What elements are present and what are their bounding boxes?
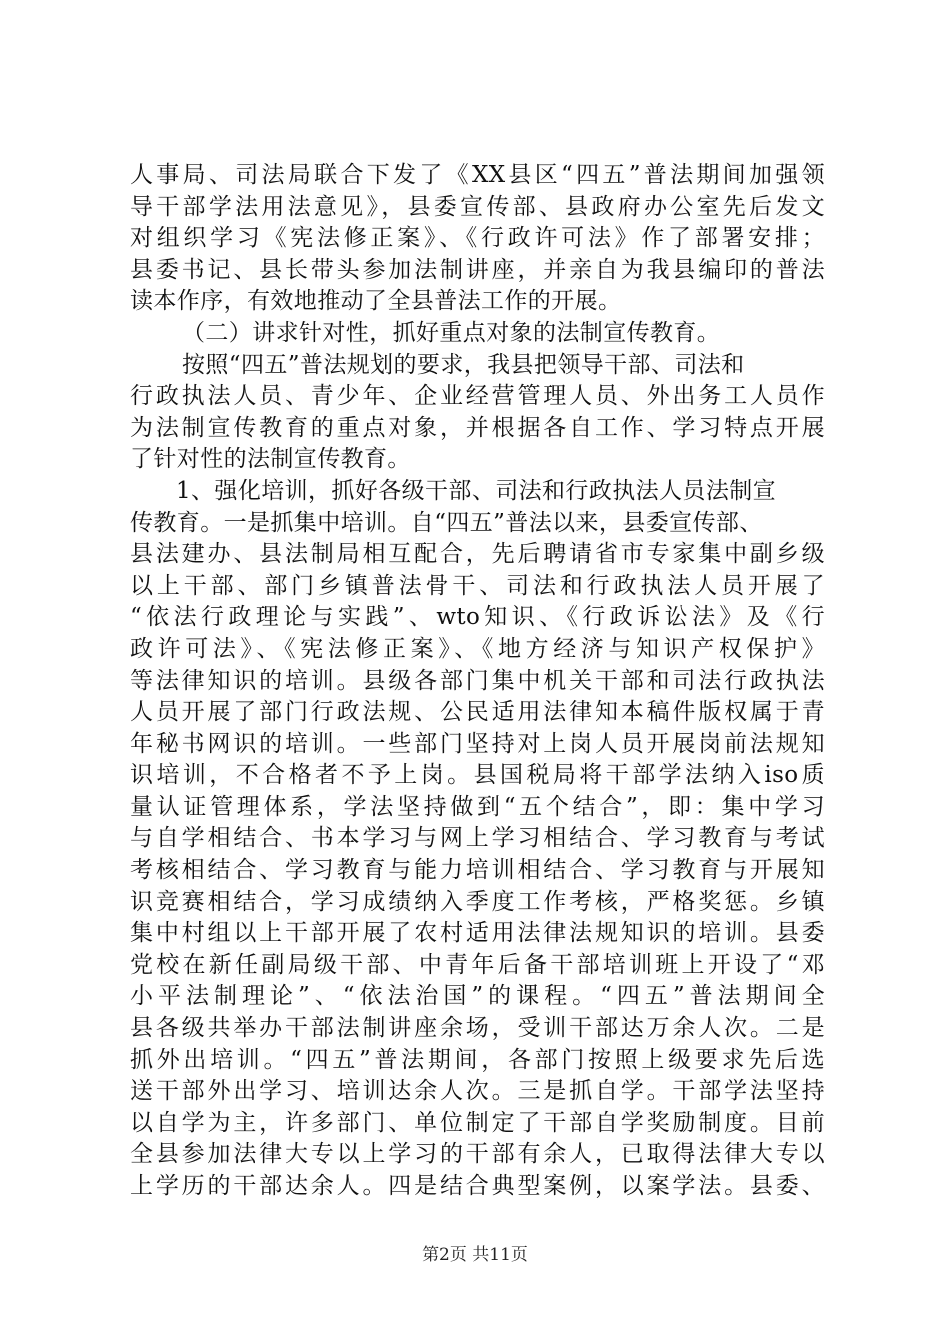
page-number-label: 第2页 共11页 [422,1245,528,1265]
text-line: 人员开展了部门行政法规、公民适用法律知本稿件版权属于青 [130,699,825,726]
text-line: 县各级共举办干部法制讲座余场，受训干部达万余人次。二是 [130,1015,825,1042]
text-line: 送干部外出学习、培训达余人次。三是抓自学。干部学法坚持 [130,1078,825,1105]
text-line: 全县参加法律大专以上学习的干部有余人，已取得法律大专以 [130,1141,825,1168]
text-line: 传教育。一是抓集中培训。自“四五”普法以来，县委宣传部、 [130,509,763,536]
text-line: 党校在新任副局级干部、中青年后备干部培训班上开设了“邓 [130,951,825,978]
text-line: 等法律知识的培训。县级各部门集中机关干部和司法行政执法 [130,667,825,694]
text-line: 抓外出培训。“四五”普法期间，各部门按照上级要求先后选 [130,1046,825,1073]
text-line: 了针对性的法制宣传教育。 [130,446,411,473]
text-line: 与自学相结合、书本学习与网上学习相结合、学习教育与考试 [130,825,825,852]
text-line: 人事局、司法局联合下发了《XX县区“四五”普法期间加强领 [130,162,825,188]
text-line: 按照“四五”普法规划的要求，我县把领导干部、司法和 [182,351,745,378]
text-line: 集中村组以上干部开展了农村适用法律法规知识的培训。县委 [130,920,825,947]
text-line: 年秘书网识的培训。一些部门坚持对上岗人员开展岗前法规知 [130,730,825,757]
text-line: 小平法制理论”、“依法治国”的课程。“四五”普法期间全 [130,983,825,1010]
text-line: 1、强化培训，抓好各级干部、司法和行政执法人员法制宣 [176,477,777,504]
page-footer [0,1240,950,1265]
text-line: 识培训，不合格者不予上岗。县国税局将干部学法纳入iso质 [130,762,825,789]
text-line: 县委书记、县长带头参加法制讲座，并亲自为我县编印的普法 [130,256,825,283]
text-line: 为法制宣传教育的重点对象，并根据各自工作、学习特点开展 [130,414,825,441]
text-line: 量认证管理体系，学法坚持做到“五个结合”，即：集中学习 [130,793,825,820]
document-body [130,160,825,1203]
text-line: 以上干部、部门乡镇普法骨干、司法和行政执法人员开展了 [130,572,825,599]
text-line: 以自学为主，许多部门、单位制定了干部自学奖励制度。目前 [130,1109,825,1136]
text-line: 县法建办、县法制局相互配合，先后聘请省市专家集中副乡级 [130,541,825,568]
text-line: “依法行政理论与实践”、wto知识、《行政诉讼法》及《行 [130,604,825,631]
text-line: 对组织学习《宪法修正案》、《行政许可法》作了部署安排； [130,225,825,252]
section-heading: （二）讲求针对性，抓好重点对象的法制宣传教育。 [182,319,721,346]
text-line: 导干部学法用法意见》，县委宣传部、县政府办公室先后发文 [130,193,825,220]
text-line: 行政执法人员、青少年、企业经营管理人员、外出务工人员作 [130,383,825,410]
text-line: 上学历的干部达余人。四是结合典型案例，以案学法。县委、 [130,1173,825,1199]
text-line: 政许可法》、《宪法修正案》、《地方经济与知识产权保护》 [130,635,825,662]
text-line: 读本作序，有效地推动了全县普法工作的开展。 [130,288,622,315]
text-line: 识竞赛相结合，学习成绩纳入季度工作考核，严格奖惩。乡镇 [130,888,825,915]
text-line: 考核相结合、学习教育与能力培训相结合、学习教育与开展知 [130,857,825,884]
